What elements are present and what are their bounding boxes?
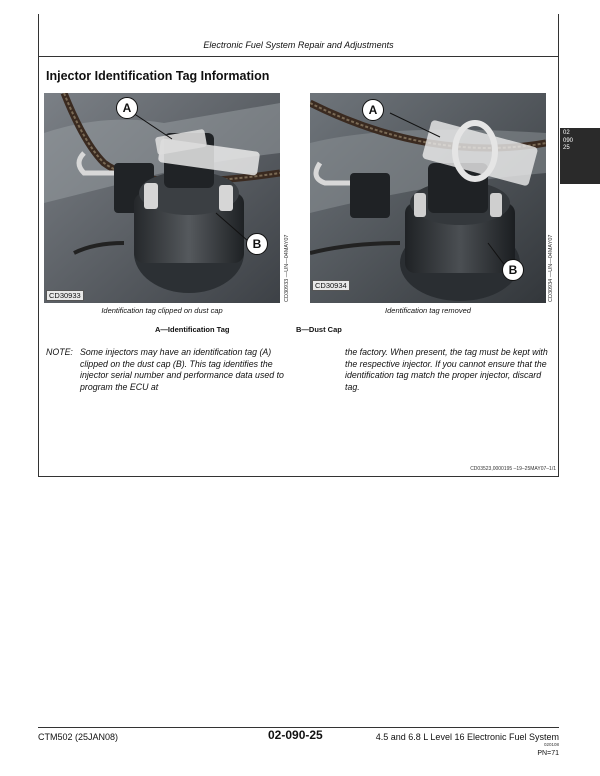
photo-tag-clipped: [44, 93, 280, 303]
legend-dust-cap: B—Dust Cap: [296, 325, 342, 334]
photo-side-code: CD30934 —UN—04MAY07: [548, 234, 554, 302]
photo-id-label: CD30933: [46, 290, 84, 301]
frame-bottom-border: [38, 476, 559, 477]
photo-tag-removed: [310, 93, 546, 303]
section-tab-line: 25: [563, 145, 570, 151]
footer-pn: PN=71: [537, 750, 559, 757]
footer-manual-id: CTM502 (25JAN08): [38, 732, 119, 742]
photo-caption: Identification tag clipped on dust cap: [101, 306, 223, 315]
section-title: Injector Identification Tag Information: [46, 69, 270, 83]
callout-b-marker: B: [502, 259, 524, 281]
callout-b-marker: B: [246, 233, 268, 255]
note-text-right: the factory. When present, the tag must be kept with the respective injector. If you cannot ensure that the identification tag match the proper injector, discard tag.: [345, 347, 548, 392]
document-id: CD03523,0000195 –19–25MAY07–1/1: [470, 466, 556, 472]
note-text-left: Some injectors may have an identification tag (A) clipped on the dust cap (B). This tag identifies the injector serial number and performance data used to program the ECU at: [80, 347, 284, 392]
footer-manual-title: 4.5 and 6.8 L Level 16 Electronic Fuel System: [375, 732, 559, 742]
footer-code: 020108: [543, 742, 559, 747]
footer-page-number: 02-090-25: [268, 728, 323, 742]
legend-identification-tag: A—Identification Tag: [155, 325, 230, 334]
photo-id-label: CD30934: [312, 280, 350, 291]
frame-right-border: [558, 14, 559, 476]
frame-left-border: [38, 14, 39, 476]
note-label: NOTE:: [46, 347, 73, 357]
callout-a-marker: A: [362, 99, 384, 121]
section-tab-line: 02: [563, 130, 570, 136]
running-head: Electronic Fuel System Repair and Adjustments: [203, 40, 394, 50]
photo-tag-clipped-illustration: [44, 93, 280, 303]
photo-side-code: CD30933 —UN—04MAY07: [284, 234, 290, 302]
section-tab-line: 090: [563, 137, 574, 144]
callout-a-marker: A: [116, 97, 138, 119]
section-tab: [560, 128, 600, 184]
header-rule: [38, 56, 559, 57]
photo-caption: Identification tag removed: [385, 306, 471, 315]
